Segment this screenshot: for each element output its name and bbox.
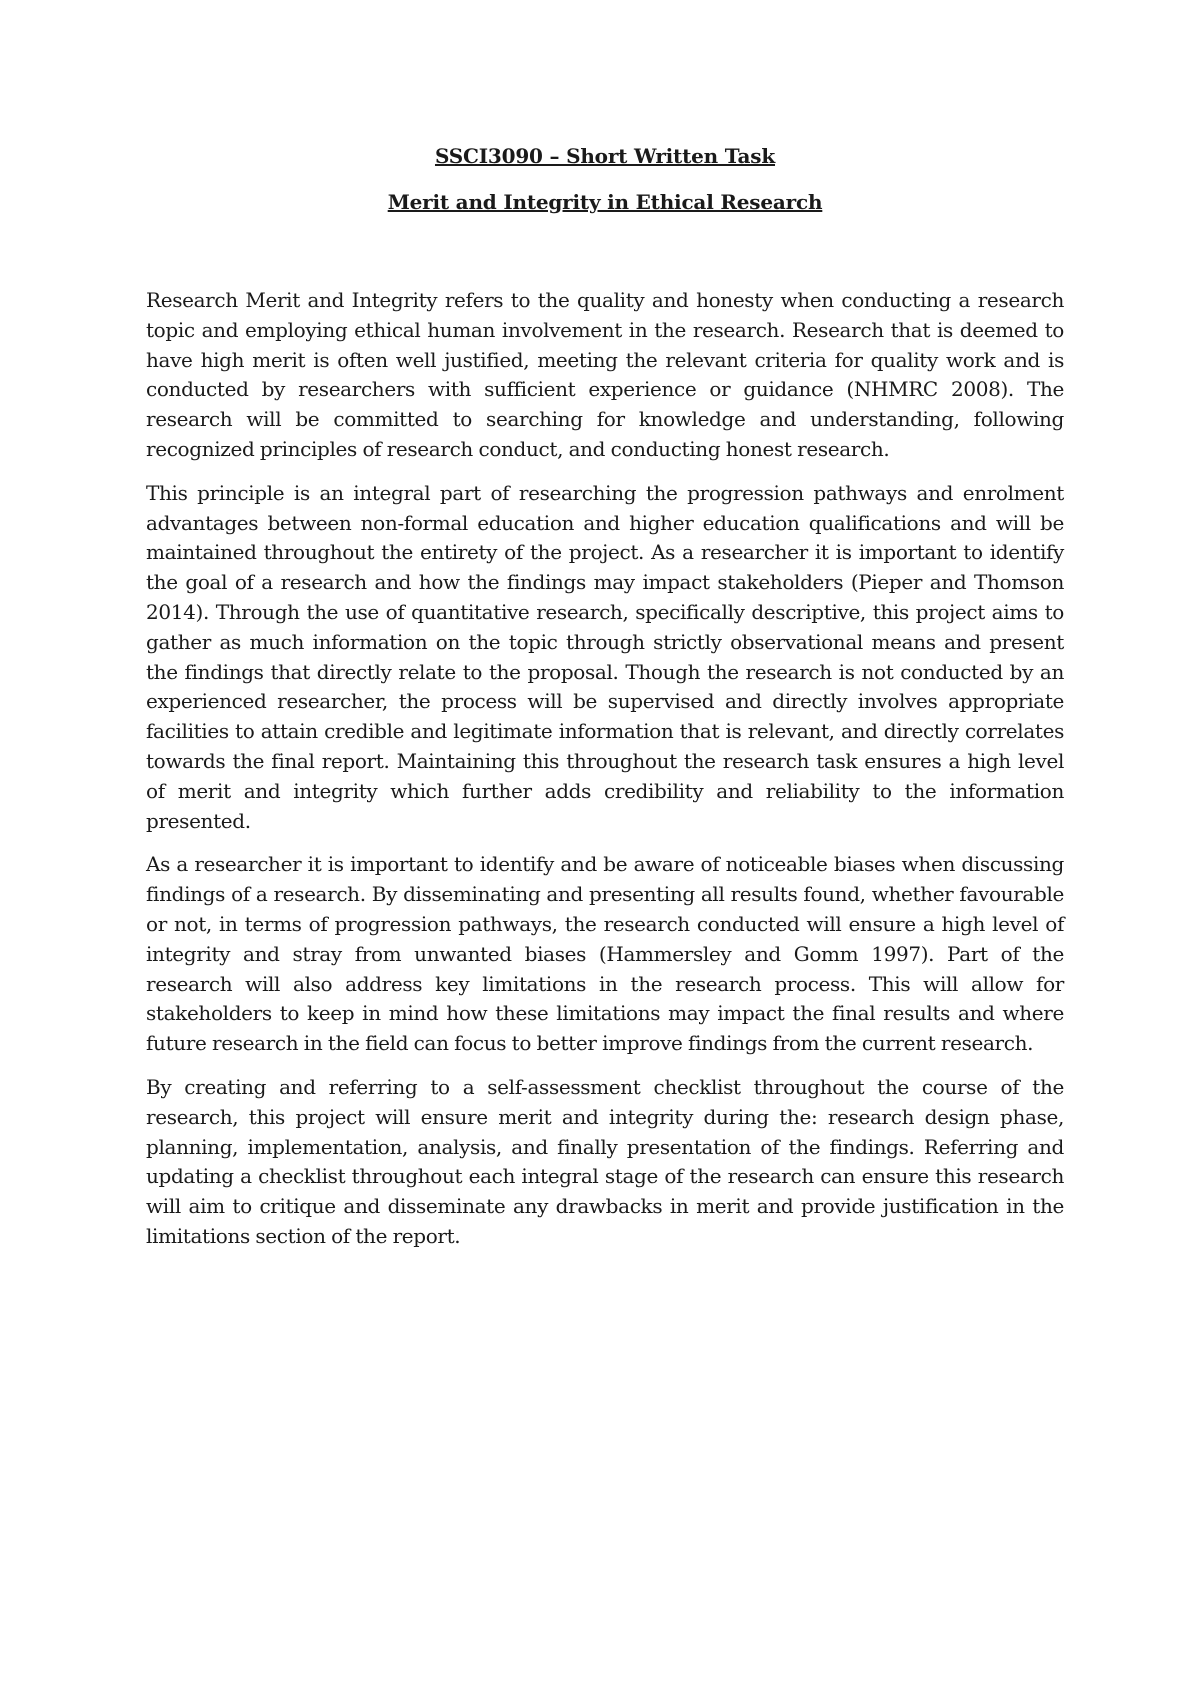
document-subtitle: Merit and Integrity in Ethical Research <box>387 190 823 214</box>
paragraph-1: Research Merit and Integrity refers to the quality and honesty when conducting a research topic and employing ethical human involvement in the research. Research that is deemed to have high merit is often well justified, meeting the relevant criteria for quality work and is conducted by researchers with sufficient experience or guidance (NHMRC 2008). The research will be committed to searching for knowledge and understanding, following recognized principles of research conduct, and conducting honest research. <box>146 288 1064 461</box>
paragraph-4: By creating and referring to a self-assessment checklist throughout the course of the research, this project will ensure merit and integrity during the: research design phase, planning, implementation, analysis, and finally presentation of the findings. Referring and updating a checklist throughout each integral stage of the research can ensure this research will aim to critique and disseminate any drawbacks in merit and provide justification in the limitations section of the report. <box>146 1074 1064 1248</box>
document-content <box>146 142 1064 1266</box>
paragraph-3: As a researcher it is important to identify and be aware of noticeable biases when discussing findings of a research. By disseminating and presenting all results found, whether favourable or not, in terms of progression pathways, the research conducted will ensure a high level of integrity and stray from unwanted biases (Hammersley and Gomm 1997). Part of the research will also address key limitations in the research process. This will allow for stakeholders to keep in mind how these limitations may impact the final results and where future research in the field can focus to better improve findings from the current research. <box>146 852 1064 1056</box>
paragraph-2: This principle is an integral part of researching the progression pathways and enrolment advantages between non-formal education and higher education qualifications and will be maintained throughout the entirety of the project. As a researcher it is important to identify the goal of a research and how the findings may impact stakeholders (Pieper and Thomson 2014). Through the use of quantitative research, specifically descriptive, this project aims to gather as much information on the topic through strictly observational means and present the findings that directly relate to the proposal. Though the research is not conducted by an experienced researcher, the process will be supervised and directly involves appropriate facilities to attain credible and legitimate information that is relevant, and directly correlates towards the final report. Maintaining this throughout the research task ensures a high level of merit and integrity which further adds credibility and reliability to the information presented. <box>146 480 1064 833</box>
document-title: SSCI3090 – Short Written Task <box>434 144 776 168</box>
document-body <box>146 286 1064 1252</box>
